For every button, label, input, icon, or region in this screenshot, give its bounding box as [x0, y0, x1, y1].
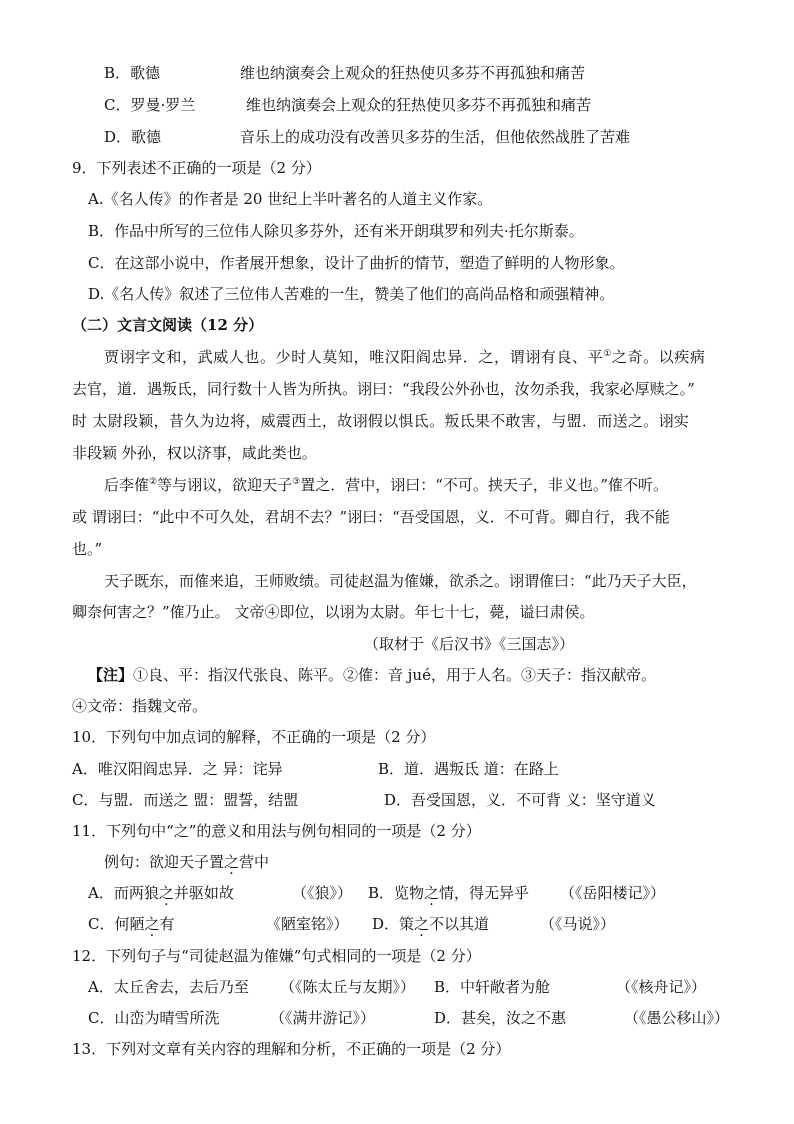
q11-option-c-source: 《陋室铭》） [266, 915, 349, 933]
q11-option-d [372, 913, 489, 935]
q11-d-pre: D．策 [372, 915, 415, 933]
q11-option-b [368, 882, 529, 904]
section-title-classical-reading: （二）文言文阅读（12 分） [72, 316, 264, 334]
q8-option-b [104, 62, 585, 84]
q11-example [104, 851, 269, 873]
q12-option-b-source: （《核舟记》） [616, 978, 707, 996]
q11-c-dotted: 之 [144, 915, 160, 933]
q11-b-pre: B．览物 [368, 884, 425, 902]
q12-option-b: B．中轩敞者为舱 [434, 978, 551, 996]
passage-p2-line2: 或 谓诩曰：“此中不可久处，君胡不去？”诩曰：“吾受国恩，义．不可背。卿自行，我不能 [72, 508, 670, 526]
q11-option-a [88, 882, 234, 904]
q11-option-d-source: （《马说》） [540, 915, 616, 933]
q11-option-a-source: （《狼》） [292, 884, 353, 902]
passage-p2-line3: 也。” [72, 540, 103, 558]
passage-notes-line2: ④文帝：指魏文帝。 [72, 697, 208, 715]
passage-p3-line1: 天子既东，而傕来追，王师败绩。司徒赵温为傕嫌，欲杀之。诩谓傕曰：“此乃天子大臣， [104, 572, 697, 590]
q12-option-a-source: （《陈太丘与友期》） [280, 978, 416, 996]
passage-p1-line1-b: 之奇。以疾病 [611, 348, 706, 366]
q12-stem: 12．下列句子与“司徒赵温为傕嫌”句式相同的一项是（2 分） [72, 947, 481, 965]
passage-p2-line1 [104, 474, 668, 496]
q8-option-d-key: D．歌德 [104, 128, 162, 146]
q9-option-b: B．作品中所写的三位伟人除贝多芬外，还有米开朗琪罗和列夫·托尔斯泰。 [88, 222, 584, 240]
q12-option-c: C．山峦为晴雪所洗 [88, 1009, 220, 1027]
q8-option-d [104, 126, 630, 148]
q11-example-pre: 例句：欲迎天子置 [104, 853, 225, 871]
q9-option-d: D.《名人传》叙述了三位伟人苦难的一生，赞美了他们的高尚品格和顽强精神。 [88, 285, 615, 303]
passage-p1-line1-a: 贾诩字文和，武威人也。少时人莫知，唯汉阳阎忠异．之，谓诩有良、平 [104, 348, 604, 366]
q9-stem: 9．下列表述不正确的一项是（2 分） [72, 159, 321, 177]
q10-option-c: C．与盟．而送之 盟：盟誓，结盟 [72, 791, 299, 809]
q11-a-pre: A．而两狼 [88, 884, 159, 902]
q9-option-a: A.《名人传》的作者是 20 世纪上半叶著名的人道主义作家。 [88, 190, 493, 208]
q11-d-dotted: 之 [414, 915, 430, 933]
q8-option-c-key: C．罗曼·罗兰 [104, 96, 196, 114]
q11-a-dotted: 之 [158, 884, 174, 902]
q12-option-a: A．太丘舍去，去后乃至 [88, 978, 249, 996]
q11-stem: 11．下列句中“之”的意义和用法与例句相同的一项是（2 分） [72, 822, 481, 840]
footnote-mark-3: ③ [292, 477, 301, 487]
q11-c-post: 有 [159, 915, 175, 933]
q11-c-pre: C．何陋 [88, 915, 145, 933]
q10-option-a: A．唯汉阳阎忠异．之 异：诧异 [72, 760, 283, 778]
passage-p2-line1-b: 等与诩议，欲迎天子 [157, 476, 293, 494]
passage-notes-line1 [88, 664, 656, 686]
q11-a-post: 并驱如故 [173, 884, 234, 902]
passage-source: （取材于《后汉书》《三国志》） [364, 635, 575, 653]
passage-p2-line1-c: 置之．营中，诩曰：“不可。挟天子，非义也。”傕不听。 [300, 476, 669, 494]
q9-option-c: C．在这部小说中，作者展开想象，设计了曲折的情节，塑造了鲜明的人物形象。 [88, 254, 625, 272]
footnote-mark-1: ① [603, 349, 612, 359]
footnote-mark-2: ② [149, 477, 158, 487]
q12-option-d-source: （《愚公移山》） [624, 1009, 730, 1027]
passage-p3-line2: 卿奈何害之？”傕乃止。 文帝④即位，以诩为太尉。年七十七，薨，谥曰肃侯。 [72, 603, 595, 621]
notes-label: 【注】 [88, 666, 134, 684]
q11-option-b-source: （《岳阳楼记》） [560, 884, 666, 902]
passage-p1-line3: 时 太尉段颖，昔久为边将，威震西土，故诩假以惧氐。叛氐果不敢害，与盟．而送之。诩实 [72, 412, 690, 430]
notes-text-1: ①良、平：指汉代张良、陈平。②傕：音 jué，用于人名。③天子：指汉献帝。 [133, 666, 656, 684]
q8-option-b-key: B．歌德 [104, 64, 161, 82]
q11-b-dotted: 之 [424, 884, 440, 902]
passage-p1-line2: 去官，道．遇叛氐，同行数十人皆为所执。诩曰：“我段公外孙也，汝勿杀我，我家必厚赎之。” [72, 380, 695, 398]
q11-b-post: 情，得无异乎 [439, 884, 530, 902]
q8-option-c [104, 94, 591, 116]
q10-option-b: B．道．遇叛氐 道：在路上 [378, 760, 559, 778]
q11-option-c [88, 913, 175, 935]
q8-option-c-text: 维也纳演奏会上观众的狂热使贝多芬不再孤独和痛苦 [246, 96, 592, 114]
passage-p1-line4: 非段颖 外孙，权以济事，咸此类也。 [72, 444, 317, 462]
q11-d-post: 不以其道 [429, 915, 490, 933]
passage-p1-line1 [104, 346, 705, 368]
q11-example-dotted: 之 [224, 853, 240, 871]
q12-option-c-source: （《满井游记》） [270, 1009, 376, 1027]
q12-option-d: D．甚矣，汝之不惠 [434, 1009, 567, 1027]
q10-option-d: D．吾受国恩，义．不可背 义：坚守道义 [384, 791, 656, 809]
q13-stem: 13．下列对文章有关内容的理解和分析，不正确的一项是（2 分） [72, 1040, 511, 1058]
q10-stem: 10．下列句中加点词的解释，不正确的一项是（2 分） [72, 728, 436, 746]
passage-p2-line1-a: 后李傕 [104, 476, 150, 494]
q8-option-d-text: 音乐上的成功没有改善贝多芬的生活，但他依然战胜了苦难 [240, 128, 631, 146]
q8-option-b-text: 维也纳演奏会上观众的狂热使贝多芬不再孤独和痛苦 [240, 64, 586, 82]
q11-example-post: 营中 [239, 853, 270, 871]
